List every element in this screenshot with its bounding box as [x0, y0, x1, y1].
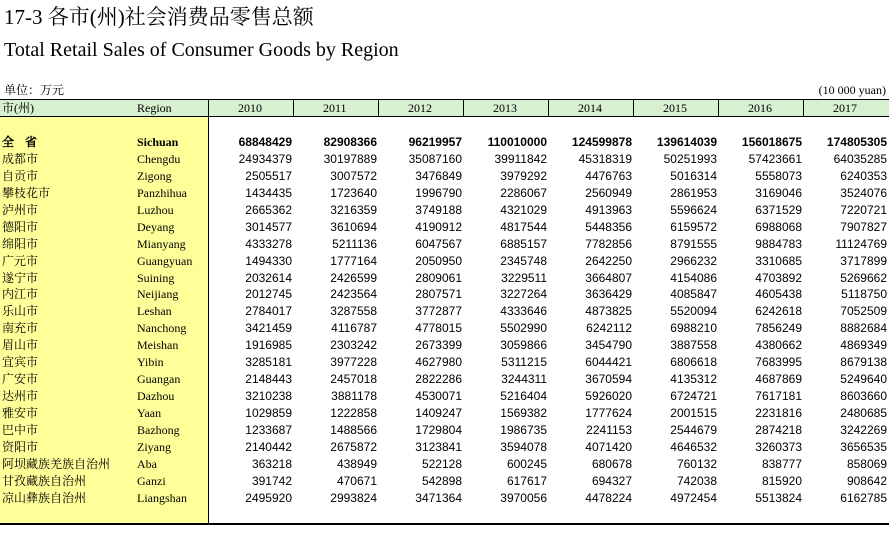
row-value-cell: 64035285 [833, 151, 887, 166]
row-city-chinese: 凉山彝族自治州 [2, 490, 87, 505]
row-value-cell: 5118750 [841, 287, 887, 302]
row-value-cell: 5016314 [670, 168, 717, 183]
row-value-cell: 4135312 [670, 372, 717, 387]
table-row [0, 253, 889, 270]
row-value-cell: 39911842 [494, 151, 547, 166]
header-city: 市(州) [2, 101, 34, 115]
row-city-chinese: 资阳市 [2, 439, 39, 454]
row-value-cell: 1777624 [585, 406, 632, 420]
row-value-cell: 7617181 [755, 389, 802, 404]
table-row [0, 185, 889, 202]
row-value-cell: 4478224 [585, 490, 632, 505]
row-value-cell: 3216359 [330, 202, 377, 217]
row-value-cell: 1916985 [245, 338, 292, 353]
row-region-english: Liangshan [137, 490, 187, 505]
row-value-cell: 5211136 [332, 236, 377, 251]
row-value-cell: 2807571 [415, 287, 462, 302]
row-city-chinese: 乐山市 [2, 304, 39, 319]
row-value-cell: 742038 [676, 473, 717, 488]
row-value-cell: 6242112 [586, 321, 632, 336]
header-year: 2017 [833, 101, 857, 115]
row-value-cell: 838777 [761, 456, 802, 471]
row-value-cell: 2784017 [245, 304, 292, 319]
row-city-chinese: 雅安市 [2, 406, 39, 420]
table-row-total [0, 134, 889, 151]
row-value-cell: 11124769 [835, 236, 887, 251]
row-region-english: Leshan [137, 304, 172, 319]
table-row [0, 490, 889, 507]
row-value-cell: 5520094 [670, 304, 717, 319]
header-year: 2016 [748, 101, 772, 115]
row-value-cell: 6240353 [840, 168, 887, 183]
row-value-cell: 3749188 [415, 202, 462, 217]
row-value-cell: 3636429 [585, 287, 632, 302]
row-value-cell: 5596624 [670, 202, 717, 217]
row-region-english: Zigong [137, 168, 172, 183]
row-city-chinese: 遂宁市 [2, 270, 39, 285]
row-region-english: Meishan [137, 338, 179, 353]
row-value-cell: 2050950 [415, 253, 462, 268]
row-value-cell: 2148443 [245, 372, 292, 387]
header-year: 2013 [493, 101, 517, 115]
row-value-cell: 438949 [336, 456, 377, 471]
row-value-cell: 7907827 [840, 219, 887, 234]
row-value-cell: 8791555 [670, 236, 717, 251]
table-row [0, 151, 889, 168]
row-value-cell: 1777164 [330, 253, 377, 268]
row-value-cell: 2495920 [245, 490, 292, 505]
row-value-cell: 30197889 [323, 151, 377, 166]
row-value-cell: 3670594 [585, 372, 632, 387]
row-value-cell: 2673399 [415, 338, 462, 353]
row-city-chinese: 攀枝花市 [2, 185, 51, 200]
row-value-cell: 2012745 [245, 287, 292, 302]
row-value-cell: 9884783 [755, 236, 802, 251]
row-value-cell: 3285181 [245, 355, 292, 370]
row-value-cell: 680678 [591, 456, 632, 471]
table-row [0, 270, 889, 287]
unit-label-english: (10 000 yuan) [818, 83, 886, 97]
row-value-cell: 3656535 [840, 439, 887, 454]
row-value-cell: 4333646 [500, 304, 547, 319]
row-value-cell: 1434435 [245, 185, 292, 200]
row-value-cell: 50251993 [663, 151, 717, 166]
row-value-cell: 3471364 [415, 490, 462, 505]
row-value-cell: 2303242 [330, 338, 377, 353]
table-row [0, 388, 889, 405]
row-value-cell: 4873825 [585, 304, 632, 319]
row-value-cell: 2345748 [500, 253, 547, 268]
row-value-cell: 600245 [506, 456, 547, 471]
row-value-cell: 4116787 [331, 321, 377, 336]
row-value-cell: 4605438 [755, 287, 802, 302]
row-value-cell: 2665362 [245, 202, 292, 217]
row-value-cell: 4190912 [415, 219, 462, 234]
row-value-cell: 82908366 [323, 135, 377, 149]
row-value-cell: 4687869 [755, 372, 802, 387]
row-value-cell: 5448356 [585, 219, 632, 234]
row-value-cell: 6044421 [585, 355, 632, 370]
row-value-cell: 4085847 [670, 287, 717, 302]
table-title-english: Total Retail Sales of Consumer Goods by Region [4, 39, 399, 61]
row-value-cell: 8679138 [840, 355, 887, 370]
table-header [0, 100, 889, 117]
row-value-cell: 4627980 [415, 355, 462, 370]
row-value-cell: 5558073 [755, 168, 802, 183]
row-region-english: Aba [137, 456, 157, 471]
row-value-cell: 4646532 [670, 439, 717, 454]
row-value-cell: 3664807 [585, 270, 632, 285]
row-value-cell: 2423564 [330, 287, 377, 302]
row-value-cell: 2140442 [245, 439, 292, 454]
row-value-cell: 6988068 [755, 219, 802, 234]
row-value-cell: 1488566 [330, 422, 377, 437]
row-value-cell: 5216404 [500, 389, 547, 404]
row-city-chinese: 阿坝藏族羌族自治州 [2, 456, 111, 471]
table-row [0, 236, 889, 253]
row-value-cell: 7782856 [585, 236, 632, 251]
row-value-cell: 6371529 [755, 202, 802, 217]
row-value-cell: 2544679 [670, 422, 717, 437]
row-value-cell: 3287558 [330, 304, 377, 319]
unit-label-chinese: 单位：万元 [4, 83, 65, 97]
row-value-cell: 3881178 [331, 389, 377, 404]
row-value-cell: 68848429 [238, 135, 292, 149]
row-value-cell: 4703892 [755, 270, 802, 285]
table-row [0, 422, 889, 439]
row-value-cell: 908642 [846, 473, 887, 488]
row-value-cell: 7052509 [840, 304, 887, 319]
table-row [0, 405, 889, 422]
row-value-cell: 45318319 [578, 151, 632, 166]
table-body [0, 134, 889, 507]
table-row [0, 456, 889, 473]
row-value-cell: 96219957 [408, 135, 462, 149]
row-value-cell: 2642250 [585, 253, 632, 268]
row-region-english: Ganzi [137, 473, 166, 488]
row-value-cell: 3524076 [840, 185, 887, 200]
table-row [0, 303, 889, 320]
row-value-cell: 1409247 [415, 406, 462, 420]
row-city-chinese: 泸州市 [2, 202, 39, 217]
header-year: 2012 [408, 101, 432, 115]
row-value-cell: 1986735 [500, 422, 547, 437]
row-value-cell: 3123841 [415, 439, 462, 454]
row-value-cell: 3229511 [501, 270, 547, 285]
row-value-cell: 6162785 [840, 490, 887, 505]
row-value-cell: 3970056 [500, 490, 547, 505]
row-value-cell: 760132 [676, 456, 717, 471]
row-value-cell: 1569382 [500, 406, 547, 420]
table-row [0, 286, 889, 303]
row-city-chinese: 广安市 [2, 372, 39, 387]
table-row [0, 320, 889, 337]
row-value-cell: 4530071 [415, 389, 462, 404]
header-year: 2015 [663, 101, 687, 115]
row-region-english: Bazhong [137, 422, 180, 437]
row-value-cell: 5269662 [840, 270, 887, 285]
row-value-cell: 694327 [591, 473, 632, 488]
row-value-cell: 110010000 [487, 135, 547, 149]
row-value-cell: 470671 [336, 473, 377, 488]
table-row [0, 168, 889, 185]
row-value-cell: 156018675 [741, 135, 802, 149]
row-value-cell: 3169046 [755, 185, 802, 200]
row-region-english: Chengdu [137, 151, 181, 166]
row-value-cell: 1029859 [245, 406, 292, 420]
row-value-cell: 2286067 [500, 185, 547, 200]
row-value-cell: 2457018 [330, 372, 377, 387]
row-value-cell: 1729804 [415, 422, 462, 437]
row-value-cell: 57423661 [748, 151, 802, 166]
row-value-cell: 6806618 [670, 355, 717, 370]
row-value-cell: 174805305 [826, 135, 887, 149]
row-value-cell: 5311215 [501, 355, 547, 370]
row-region-english: Yaan [137, 406, 162, 420]
table-row [0, 354, 889, 371]
row-region-english: Guangyuan [137, 253, 193, 268]
row-city-chinese: 眉山市 [2, 338, 39, 353]
row-value-cell: 3421459 [245, 321, 292, 336]
row-region-english: Neijiang [137, 287, 179, 302]
row-city-chinese: 达州市 [2, 389, 39, 404]
table-row [0, 371, 889, 388]
row-value-cell: 3717899 [840, 253, 887, 268]
row-city-chinese: 内江市 [2, 287, 39, 302]
row-value-cell: 1996790 [415, 185, 462, 200]
row-value-cell: 391742 [251, 473, 292, 488]
header-region: Region [137, 101, 172, 115]
row-value-cell: 5513824 [755, 490, 802, 505]
row-value-cell: 2874218 [755, 422, 802, 437]
row-value-cell: 4380662 [755, 338, 802, 353]
row-value-cell: 363218 [251, 456, 292, 471]
row-value-cell: 858069 [846, 456, 887, 471]
row-value-cell: 3310685 [755, 253, 802, 268]
row-value-cell: 2993824 [330, 490, 377, 505]
row-region-english: Yibin [137, 355, 164, 370]
header-year: 2010 [238, 101, 262, 115]
row-value-cell: 1233687 [245, 422, 292, 437]
row-value-cell: 7856249 [755, 321, 802, 336]
row-value-cell: 3227264 [500, 287, 547, 302]
row-value-cell: 2001515 [670, 406, 717, 420]
row-value-cell: 6885157 [500, 236, 547, 251]
row-value-cell: 124599878 [571, 135, 632, 149]
row-region-english: Luzhou [137, 202, 174, 217]
row-value-cell: 4778015 [415, 321, 462, 336]
row-value-cell: 2505517 [245, 168, 292, 183]
row-value-cell: 617617 [506, 473, 547, 488]
row-city-chinese: 自贡市 [2, 168, 39, 183]
table-row [0, 202, 889, 219]
header-year: 2014 [578, 101, 602, 115]
row-value-cell: 3476849 [415, 168, 462, 183]
row-value-cell: 4869349 [840, 338, 887, 353]
row-value-cell: 35087160 [408, 151, 462, 166]
row-city-chinese: 德阳市 [2, 219, 39, 234]
row-value-cell: 3059866 [500, 338, 547, 353]
header-year: 2011 [323, 101, 347, 115]
row-value-cell: 3454790 [585, 338, 632, 353]
row-value-cell: 2966232 [670, 253, 717, 268]
row-value-cell: 4333278 [245, 236, 292, 251]
table-row [0, 473, 889, 490]
row-value-cell: 1723640 [330, 185, 377, 200]
row-value-cell: 3007572 [330, 168, 377, 183]
row-city-chinese: 甘孜藏族自治州 [2, 473, 87, 488]
row-region-english: Guangan [137, 372, 181, 387]
row-value-cell: 3594078 [500, 439, 547, 454]
row-city-chinese: 成都市 [2, 151, 39, 166]
row-value-cell: 5926020 [585, 389, 632, 404]
row-value-cell: 2480685 [840, 406, 887, 420]
row-value-cell: 3772877 [415, 304, 462, 319]
row-value-cell: 2032614 [245, 270, 292, 285]
row-value-cell: 3887558 [670, 338, 717, 353]
row-value-cell: 4071420 [585, 439, 632, 454]
row-value-cell: 4817544 [500, 219, 547, 234]
row-value-cell: 542898 [421, 473, 462, 488]
row-value-cell: 3260373 [755, 439, 802, 454]
row-city-chinese: 南充市 [2, 321, 39, 336]
row-value-cell: 6242618 [755, 304, 802, 319]
row-value-cell: 2426599 [330, 270, 377, 285]
table-bottom-rule [0, 523, 889, 525]
row-value-cell: 4972454 [670, 490, 717, 505]
table-title-chinese: 17-3 各市(州)社会消费品零售总额 [4, 5, 314, 29]
row-city-chinese: 全 省 [2, 135, 42, 149]
row-city-chinese: 宜宾市 [2, 355, 39, 370]
row-value-cell: 8882684 [840, 321, 887, 336]
row-value-cell: 7683995 [755, 355, 802, 370]
row-region-english: Suining [137, 270, 175, 285]
row-value-cell: 4321029 [500, 202, 547, 217]
row-value-cell: 3242269 [840, 422, 887, 437]
table-row [0, 337, 889, 354]
row-value-cell: 2231816 [755, 406, 802, 420]
row-value-cell: 3244311 [501, 372, 547, 387]
row-value-cell: 6159572 [670, 219, 717, 234]
row-value-cell: 2241153 [586, 422, 632, 437]
row-region-english: Deyang [137, 219, 175, 234]
row-value-cell: 5249640 [840, 372, 887, 387]
row-value-cell: 6988210 [670, 321, 717, 336]
row-value-cell: 1222858 [330, 406, 377, 420]
row-value-cell: 2861953 [670, 185, 717, 200]
row-value-cell: 6724721 [670, 389, 717, 404]
row-region-english: Dazhou [137, 389, 175, 404]
row-region-english: Mianyang [137, 236, 186, 251]
row-value-cell: 6047567 [415, 236, 462, 251]
row-value-cell: 5502990 [500, 321, 547, 336]
row-value-cell: 815920 [761, 473, 802, 488]
row-value-cell: 1494330 [245, 253, 292, 268]
row-value-cell: 2809061 [415, 270, 462, 285]
row-region-english: Panzhihua [137, 185, 187, 200]
row-region-english: Ziyang [137, 439, 171, 454]
row-value-cell: 4913963 [585, 202, 632, 217]
row-value-cell: 3210238 [245, 389, 292, 404]
row-city-chinese: 巴中市 [2, 422, 39, 437]
row-value-cell: 3610694 [330, 219, 377, 234]
row-region-english: Nanchong [137, 321, 187, 336]
row-value-cell: 3014577 [245, 219, 292, 234]
table-row [0, 439, 889, 456]
row-value-cell: 2822286 [415, 372, 462, 387]
row-value-cell: 4476763 [585, 168, 632, 183]
row-city-chinese: 广元市 [2, 253, 39, 268]
row-value-cell: 2560949 [585, 185, 632, 200]
row-city-chinese: 绵阳市 [2, 236, 39, 251]
row-value-cell: 24934379 [238, 151, 292, 166]
row-value-cell: 2675872 [330, 439, 377, 454]
row-value-cell: 3979292 [500, 168, 547, 183]
row-value-cell: 8603660 [840, 389, 887, 404]
row-value-cell: 522128 [421, 456, 462, 471]
table-row [0, 219, 889, 236]
row-value-cell: 4154086 [670, 270, 717, 285]
row-value-cell: 139614039 [656, 135, 717, 149]
row-value-cell: 3977228 [330, 355, 377, 370]
row-region-english: Sichuan [137, 135, 179, 149]
row-value-cell: 7220721 [840, 202, 887, 217]
